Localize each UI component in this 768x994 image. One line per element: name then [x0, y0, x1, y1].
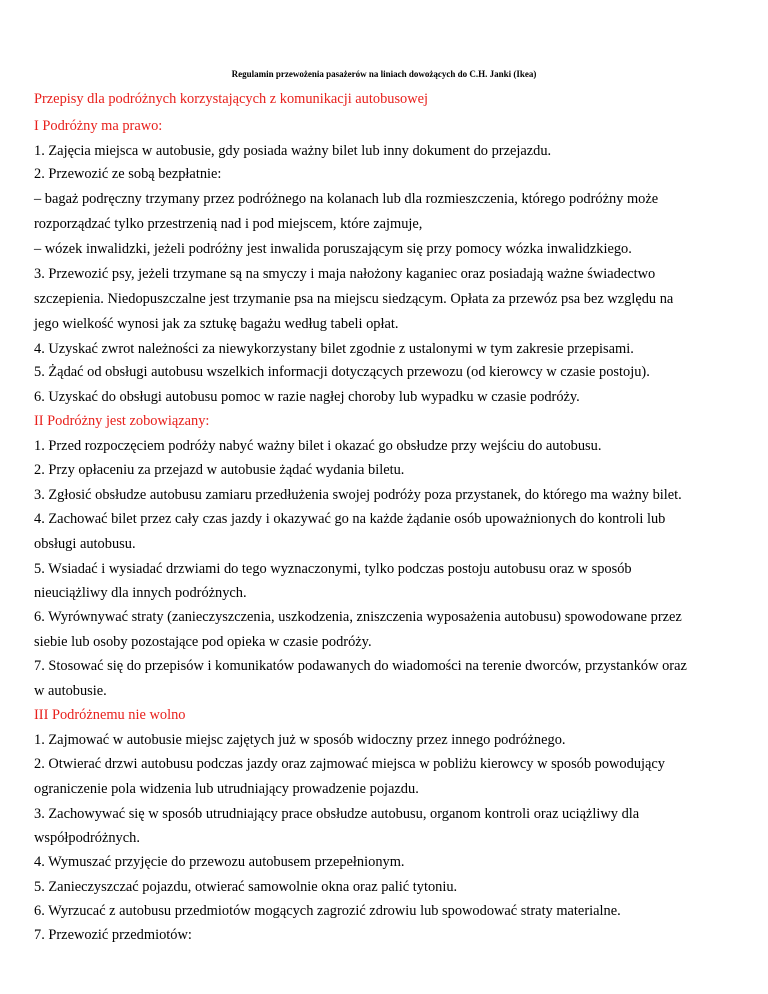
section-heading-rights: I Podróżny ma prawo: — [34, 118, 163, 134]
paragraph-line: 6. Uzyskać do obsługi autobusu pomoc w razie nagłej choroby lub wypadku w czasie podróży. — [34, 389, 580, 405]
paragraph-line: 4. Uzyskać zwrot należności za niewykorzystany bilet zgodnie z ustalonymi w tym zakresie przepisami. — [34, 341, 634, 357]
paragraph-line: 5. Żądać od obsługi autobusu wszelkich informacji dotyczących przewozu (od kierowcy w czasie postoju). — [34, 364, 650, 380]
paragraph-line: szczepienia. Niedopuszczalne jest trzymanie psa na miejscu siedzącym. Opłata za przewóz psa bez względu na — [34, 291, 674, 307]
paragraph-line: 2. Przy opłaceniu za przejazd w autobusie żądać wydania biletu. — [34, 462, 405, 478]
paragraph-line: 4. Zachować bilet przez cały czas jazdy i okazywać go na każde żądanie osób upoważnionych do kontroli lub — [34, 511, 666, 527]
document-title: Regulamin przewożenia pasażerów na liniach dowożących do C.H. Janki (Ikea) — [231, 69, 537, 79]
document-subtitle: Przepisy dla podróżnych korzystających z komunikacji autobusowej — [34, 91, 429, 107]
paragraph-line: 7. Stosować się do przepisów i komunikatów podawanych do wiadomości na terenie dworców, przystanków oraz — [34, 658, 687, 674]
paragraph-line: 5. Zanieczyszczać pojazdu, otwierać samowolnie okna oraz palić tytoniu. — [34, 879, 458, 895]
paragraph-line: współpodróżnych. — [34, 830, 140, 846]
paragraph-line: jego wielkość wynosi jak za sztukę bagażu według tabeli opłat. — [34, 316, 399, 332]
paragraph-line: 4. Wymuszać przyjęcie do przewozu autobusem przepełnionym. — [34, 854, 405, 870]
paragraph-line: 1. Zajmować w autobusie miejsc zajętych już w sposób widoczny przez innego podróżnego. — [34, 732, 566, 748]
paragraph-line: 6. Wyrzucać z autobusu przedmiotów mogących zagrozić zdrowiu lub spowodować straty materialne. — [34, 903, 621, 919]
paragraph-line: ograniczenie pola widzenia lub utrudniający prowadzenie pojazdu. — [34, 781, 419, 797]
paragraph-line: nieuciążliwy dla innych podróżnych. — [34, 585, 247, 601]
paragraph-line: 3. Zachowywać się w sposób utrudniający prace obsłudze autobusu, organom kontroli oraz uciążliwy dla — [34, 806, 640, 822]
paragraph-line: 3. Przewozić psy, jeżeli trzymane są na smyczy i maja nałożony kaganiec oraz posiadają ważne świadectwo — [34, 266, 656, 282]
paragraph-line: 2. Przewozić ze sobą bezpłatnie: — [34, 166, 222, 182]
paragraph-line: 3. Zgłosić obsłudze autobusu zamiaru przedłużenia swojej podróży poza przystanek, do którego ma ważny bilet. — [34, 487, 682, 503]
paragraph-line: w autobusie. — [34, 683, 107, 699]
paragraph-line: 5. Wsiadać i wysiadać drzwiami do tego wyznaczonymi, tylko podczas postoju autobusu oraz w sposób — [34, 561, 632, 577]
section-heading-prohibitions: III Podróżnemu nie wolno — [34, 707, 186, 723]
section-heading-obligations: II Podróżny jest zobowiązany: — [34, 413, 210, 429]
paragraph-line: 6. Wyrównywać straty (zanieczyszczenia, uszkodzenia, zniszczenia wyposażenia autobusu) spowodowane przez — [34, 609, 682, 625]
paragraph-line: 1. Przed rozpoczęciem podróży nabyć ważny bilet i okazać go obsłudze przy wejściu do autobusu. — [34, 438, 602, 454]
paragraph-line: 1. Zajęcia miejsca w autobusie, gdy posiada ważny bilet lub inny dokument do przejazdu. — [34, 143, 552, 159]
paragraph-line: siebie lub osoby pozostające pod opieka w czasie podróży. — [34, 634, 372, 650]
paragraph-line: rozporządzać tylko przestrzenią nad i pod miejscem, które zajmuje, — [34, 216, 423, 232]
paragraph-line: 2. Otwierać drzwi autobusu podczas jazdy oraz zajmować miejsca w pobliżu kierowcy w sposób powodujący — [34, 756, 665, 772]
paragraph-line: – wózek inwalidzki, jeżeli podróżny jest inwalida poruszającym się przy pomocy wózka inwalidzkiego. — [34, 241, 632, 257]
paragraph-line: – bagaż podręczny trzymany przez podróżnego na kolanach lub dla rozmieszczenia, którego podróżny może — [34, 191, 659, 207]
paragraph-line: 7. Przewozić przedmiotów: — [34, 927, 192, 943]
paragraph-line: obsługi autobusu. — [34, 536, 136, 552]
